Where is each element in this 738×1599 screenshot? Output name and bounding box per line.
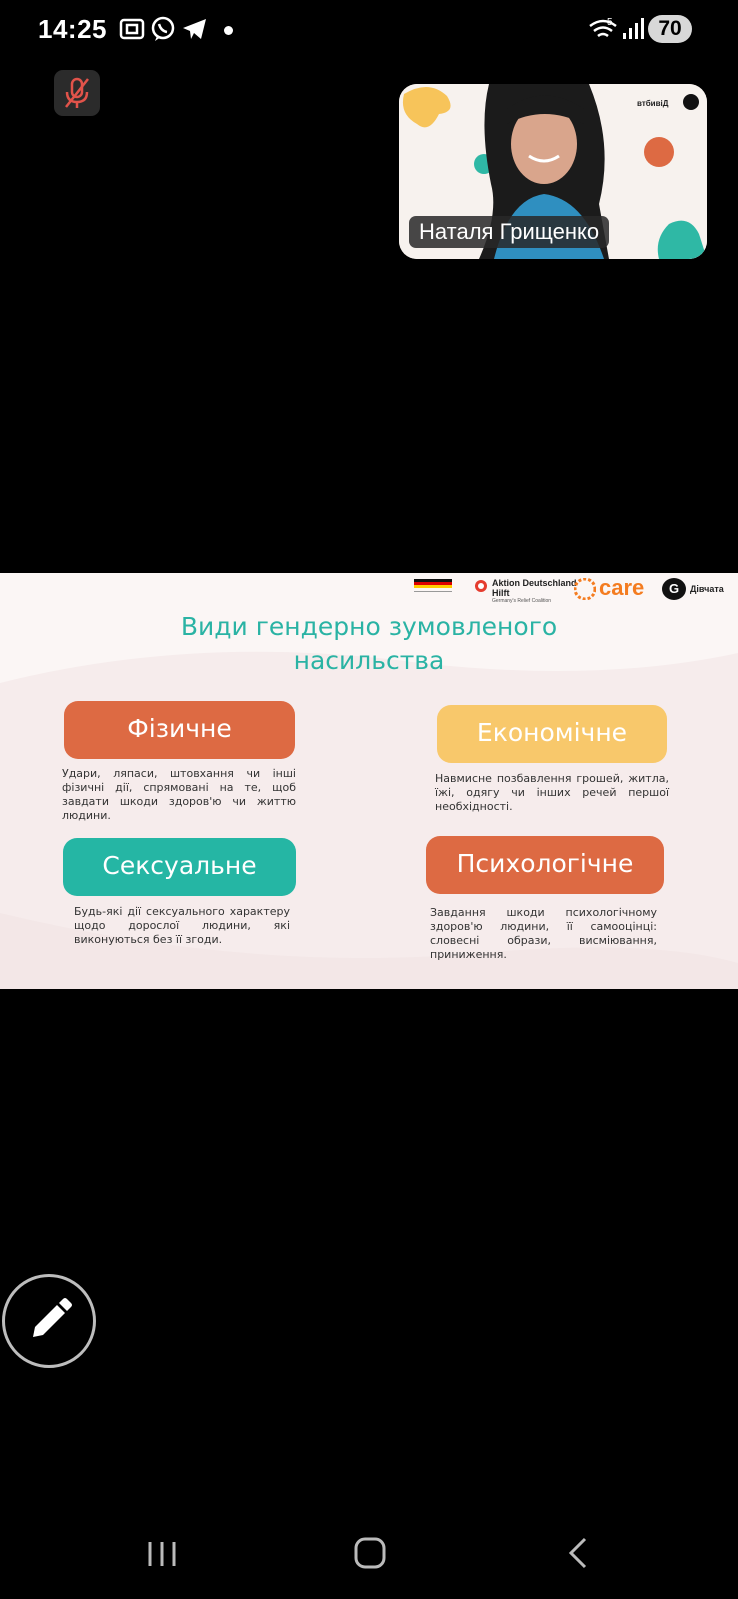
aktion-logo-sub: Germany's Relief Coalition (492, 598, 552, 604)
slide-title-line1: Види гендерно зумовленого (180, 612, 558, 641)
mic-off-icon (54, 70, 100, 116)
category-economic: Економічне (437, 705, 667, 763)
bmz-logo (414, 579, 452, 605)
care-logo-icon (574, 578, 596, 600)
category-sexual-desc: Будь-які дії сексуального характеру щодо дорослої людини, які виконуються без її згоди. (74, 905, 290, 946)
category-physical: Фізичне (64, 701, 295, 759)
category-economic-desc: Навмисне позбавлення грошей, житла, їжі, одягу чи інших речей першої необхідності. (435, 772, 669, 813)
category-sexual: Сексуальне (63, 838, 296, 896)
category-psychological: Психологічне (426, 836, 664, 894)
shared-slide (0, 573, 738, 989)
care-logo-text: care (599, 575, 645, 600)
category-physical-desc: Удари, ляпаси, штовхання чи інші фізичні дії, спрямовані на те, щоб завдати шкоди здоров'ю чи життю людини. (62, 767, 296, 822)
participant-name: Наталя Грищенко (409, 216, 609, 248)
aktion-logo-text: Aktion Deutschland Hilft (492, 578, 577, 598)
brand-logo-text: втбивіД (637, 99, 669, 108)
category-psychological-desc: Завдання шкоди психологічному здоров'ю людини, її самооцінці: словесні образи, висміювання, приниження. (430, 906, 657, 961)
wifi-icon (588, 16, 618, 42)
divchata-logo-text: Дівчата (690, 584, 724, 594)
signal-icon (620, 16, 648, 42)
home-icon[interactable] (353, 1536, 387, 1570)
pencil-icon (5, 1277, 93, 1365)
mute-button[interactable] (54, 70, 100, 116)
screenshot-icon (118, 16, 146, 42)
back-icon[interactable] (566, 1536, 590, 1570)
edit-button[interactable] (2, 1274, 96, 1368)
battery-indicator: 70 (648, 15, 692, 43)
slide-title-line2: насильства (293, 646, 445, 675)
divchata-logo-icon: G (662, 578, 686, 600)
aktion-logo-icon (474, 579, 488, 593)
recents-icon[interactable] (146, 1538, 178, 1570)
telegram-icon (181, 16, 209, 42)
status-time: 14:25 (38, 14, 107, 44)
slide-title (100, 610, 638, 678)
dot-icon (224, 26, 233, 35)
svg-text:5: 5 (607, 17, 613, 28)
viber-icon (149, 16, 177, 42)
